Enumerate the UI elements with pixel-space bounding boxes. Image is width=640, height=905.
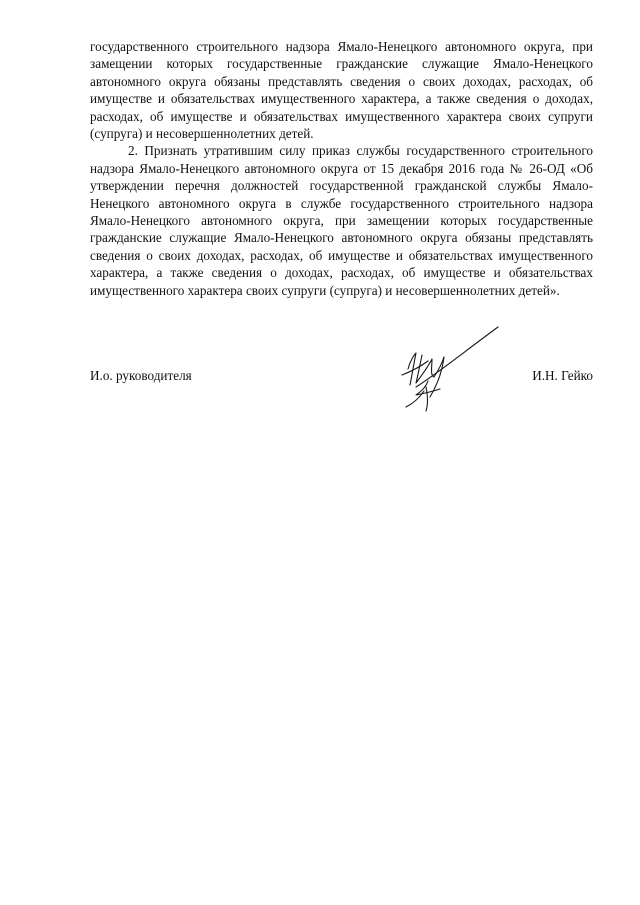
signer-name: И.Н. Гейко [532,368,593,383]
signature-block [90,363,593,443]
handwritten-signature [398,325,508,425]
paragraph-item-2: 2. Признать утратившим силу приказ службы государственного строительного надзора Ямало-Ненецкого автономного округа от 15 декабря 2016 года № 26-ОД «Об утверждении перечня должностей государственной гражданской службы Ямало-Ненецкого автономного округа в службе государственного строительного надзора Ямало-Ненецкого автономного округа, при замещении которых государственные гражданские служащие Ямало-Ненецкого автономного округа обязаны представлять сведения о своих доходах, расходах, об имуществе и обязательствах имущественного характера, а также сведения о доходах, расходах, об имуществе и обязательствах имущественного характера своих супруги (супруга) и несовершеннолетних детей». [90,143,593,298]
paragraph-continuation: государственного строительного надзора Ямало-Ненецкого автономного округа, при замещении которых государственные гражданские служащие Ямало-Ненецкого автономного округа обязаны представлять сведения о своих доходах, расходах, об имуществе и обязательствах имущественного характера, а также сведения о доходах, расходах, об имуществе и обязательствах имущественного характера своих супруги (супруга) и несовершеннолетних детей. [90,39,593,142]
document-body [90,38,593,299]
signer-title: И.о. руководителя [90,368,192,383]
